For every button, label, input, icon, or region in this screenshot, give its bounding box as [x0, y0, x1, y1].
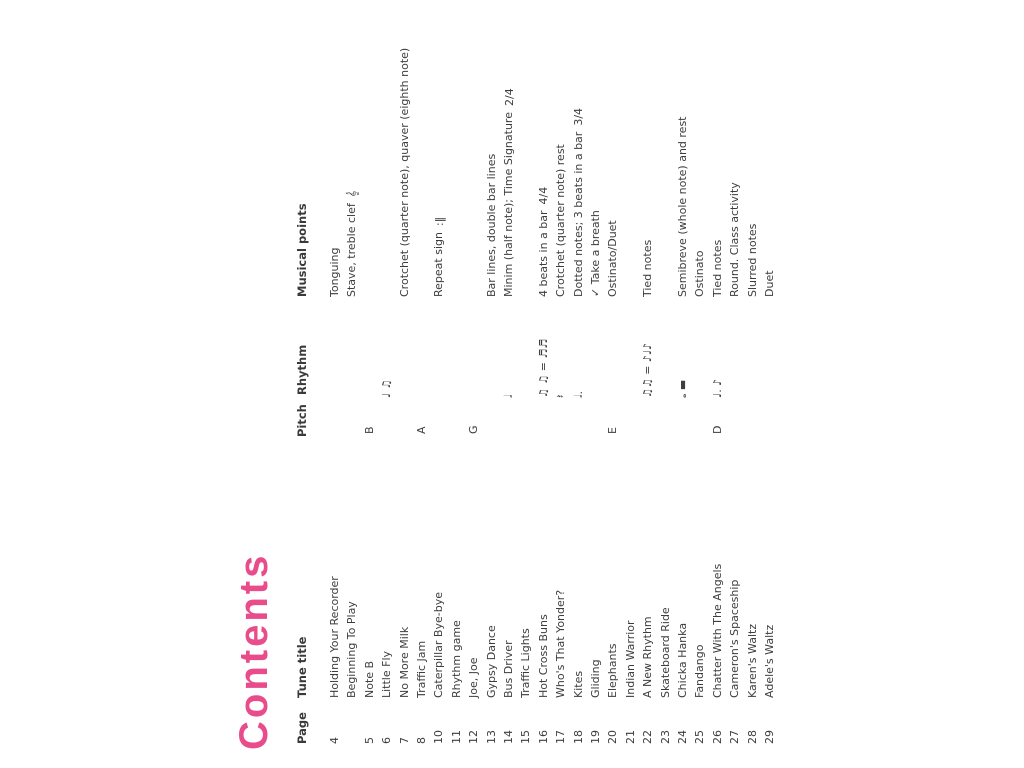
table-row	[552, 0, 569, 768]
page-number: 7	[397, 737, 411, 744]
pitch-note: E	[606, 427, 620, 434]
tune-title: Elephants	[606, 643, 620, 698]
tune-title: Joe, Joe	[467, 657, 481, 698]
musical-point: Tied notes	[641, 239, 655, 297]
pitch-note: G	[467, 425, 481, 434]
tune-title: Cameron's Spaceship	[728, 579, 742, 698]
rhythm-symbol: 𝅝 ▬	[676, 379, 689, 398]
table-row	[430, 0, 447, 768]
tune-title: Chatter With The Angels	[710, 563, 724, 698]
rhythm-symbol: ♫ ♫ = ♬♬	[536, 338, 550, 398]
page-number: 5	[362, 737, 376, 744]
musical-point: Slurred notes	[745, 223, 759, 297]
table-row	[657, 0, 674, 768]
table-row	[465, 0, 482, 768]
page-number: 24	[676, 730, 689, 744]
rhythm-symbol: 𝅗𝅥	[502, 394, 515, 398]
tune-title: A New Rhythm	[641, 616, 655, 698]
page-number: 15	[519, 730, 533, 744]
table-row	[604, 0, 621, 768]
page-number: 20	[606, 730, 620, 744]
table-row	[639, 0, 656, 768]
page-number: 6	[380, 737, 394, 744]
pitch-note: B	[362, 426, 376, 434]
tune-title: Note B	[362, 660, 376, 698]
time-signature-2-4: 2/4	[502, 88, 516, 107]
time-signature-3-4: 3/4	[572, 107, 586, 126]
tune-title: Indian Warrior	[623, 620, 637, 698]
table-row	[761, 0, 778, 768]
repeat-sign-icon: :‖	[432, 216, 446, 227]
musical-point: Tied notes	[710, 239, 724, 297]
musical-point: 4 beats in a bar4/4	[536, 186, 551, 297]
page-number: 28	[745, 730, 759, 744]
time-signature-4-4: 4/4	[537, 186, 551, 205]
table-row	[709, 0, 726, 768]
tune-title: Gypsy Dance	[484, 625, 498, 698]
page-number: 10	[432, 730, 446, 744]
tune-title: Gliding	[589, 659, 602, 698]
tune-title: Fandango	[693, 644, 707, 698]
table-row	[517, 0, 534, 768]
rhythm-symbol: 𝅗𝅥.	[571, 391, 585, 398]
table-row	[500, 0, 517, 768]
table-row	[361, 0, 378, 768]
musical-point: Ostinato/Duet	[606, 220, 620, 297]
tune-title: Skateboard Ride	[658, 607, 672, 698]
table-row	[691, 0, 708, 768]
table-row	[413, 0, 430, 768]
table-row	[448, 0, 465, 768]
table-row	[674, 0, 691, 768]
page-number: 19	[589, 730, 602, 744]
page-number: 26	[710, 730, 724, 744]
musical-point: Tonguing	[328, 247, 341, 297]
page-number: 8	[415, 737, 428, 744]
pitch-note: A	[415, 426, 428, 434]
musical-point: Duet	[763, 270, 776, 297]
table-row	[483, 0, 500, 768]
musical-point: Ostinato	[693, 250, 707, 297]
table-row	[378, 0, 395, 768]
page-number: 23	[658, 730, 672, 744]
tune-title: Little Fly	[380, 650, 394, 698]
header-pitch: Pitch	[295, 404, 309, 437]
treble-clef-icon: 𝄞	[345, 190, 359, 198]
table-row	[326, 0, 343, 768]
header-page: Page	[295, 712, 309, 744]
tune-title: Rhythm game	[449, 620, 463, 698]
musical-point: Bar lines, double bar lines	[484, 153, 498, 297]
table-row	[587, 0, 604, 768]
page-number: 16	[536, 730, 550, 744]
table-row	[744, 0, 761, 768]
header-rhythm: Rhythm	[295, 344, 309, 395]
musical-point: Stave, treble clef𝄞	[345, 190, 359, 297]
tune-title: Traffic Jam	[415, 640, 428, 698]
rhythm-symbol: 𝄽	[554, 394, 568, 398]
rhythm-symbol: ♩. ♪	[710, 378, 724, 398]
page-number: 4	[328, 737, 341, 744]
tune-title: Karen's Waltz	[745, 623, 759, 698]
header-musical-points: Musical points	[295, 203, 309, 297]
musical-point: Crotchet (quarter note) rest	[554, 144, 568, 297]
page-number: 22	[641, 730, 655, 744]
table-row	[726, 0, 743, 768]
tune-title: No More Milk	[397, 626, 411, 698]
header-tune-title: Tune title	[295, 636, 309, 698]
table-row	[622, 0, 639, 768]
page-number: 25	[693, 730, 707, 744]
page-number: 18	[571, 730, 585, 744]
tune-title: Adele's Waltz	[763, 624, 776, 698]
tune-title: Chicka Hanka	[676, 622, 689, 698]
page-number: 17	[554, 730, 568, 744]
page-title: Contents	[232, 552, 276, 750]
page-number: 29	[763, 730, 776, 744]
tune-title: Bus Driver	[502, 640, 515, 698]
table-row	[343, 0, 360, 768]
rhythm-symbol: ♫♫ = ♪♩♪	[641, 342, 655, 398]
musical-point: Crotchet (quarter note), quaver (eighth note)	[397, 47, 411, 297]
tune-title: Kites	[571, 670, 585, 698]
page-number: 11	[449, 730, 463, 744]
tune-title: Holding Your Recorder	[328, 576, 341, 698]
pitch-note: D	[710, 425, 724, 434]
tune-title: Traffic Lights	[519, 628, 533, 698]
musical-point: ✓ Take a breath	[589, 210, 602, 297]
page-number: 13	[484, 730, 498, 744]
page-number: 27	[728, 730, 742, 744]
table-row	[570, 0, 587, 768]
table-row	[396, 0, 413, 768]
tune-title: Hot Cross Buns	[536, 614, 550, 698]
musical-point: Round. Class activity	[728, 182, 742, 297]
musical-point: Semibreve (whole note) and rest	[676, 116, 689, 297]
page-number: 21	[623, 730, 637, 744]
tune-title: Caterpillar Bye-bye	[432, 592, 446, 698]
page-number: 14	[502, 730, 515, 744]
tune-title: Beginning To Play	[345, 601, 359, 698]
musical-point: Minim (half note); Time Signature2/4	[502, 88, 516, 297]
musical-point: Repeat sign:‖	[432, 216, 446, 297]
page-number: 12	[467, 730, 481, 744]
rhythm-symbol: ♩ ♫	[380, 379, 394, 398]
musical-point: Dotted notes; 3 beats in a bar3/4	[571, 107, 586, 297]
tune-title: Who's That Yonder?	[554, 589, 568, 698]
table-row	[535, 0, 552, 768]
